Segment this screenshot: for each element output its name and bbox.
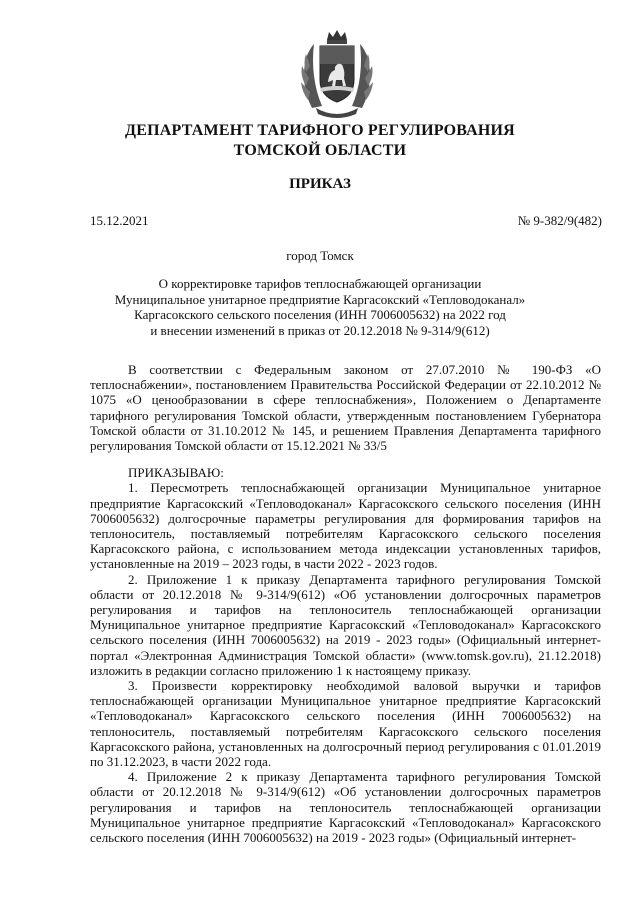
subject-line-3: Каргасокского сельского поселения (ИНН 7006005632) на 2022 год — [134, 307, 506, 322]
document-type-title: ПРИКАЗ — [289, 176, 351, 192]
order-word: ПРИКАЗЫВАЮ: — [128, 465, 224, 481]
preamble-paragraph: В соответствии с Федеральным законом от 27.07.2010 № 190-ФЗ «О теплоснабжении», постановлением Правительства Российской Федерации от 22.10.2012 № 1075 «О ценообразовании в сфере теплоснабжения», Положением о Департаменте тарифного регулирования Томской области, утвержденным постановлением Губернатора Томской области от 31.10.2012 № 145, и решением Правления Департамента тарифного регулирования Томской области от 15.12.2021 № 33/5 — [90, 362, 601, 454]
coat-of-arms-emblem — [298, 30, 376, 122]
subject-line-4: и внесении изменений в приказ от 20.12.2018 № 9-314/9(612) — [150, 322, 490, 338]
city-name: город Томск — [286, 248, 354, 263]
order-number: № 9-382/9(482) — [517, 213, 602, 228]
order-body — [90, 362, 601, 845]
subject-line-1: О корректировке тарифов теплоснабжающей организации — [158, 276, 482, 291]
order-item-1: 1. Пересмотреть теплоснабжающей организации Муниципальное унитарное предприятие Каргасокский «Тепловодоканал» Каргасокского сельского поселения (ИНН 7006005632) долгосрочные параметры регулирования для формирования тарифов на теплоноситель, поставляемый потребителям Каргасокского сельского поселения Каргасокского района, с использованием метода индексации установленных тарифов, установленные на 2019 – 2023 годы, в части 2022 - 2023 годов. — [90, 480, 601, 572]
order-subject — [0, 276, 640, 338]
order-item-4: 4. Приложение 2 к приказу Департамента тарифного регулирования Томской области от 20.12.2018 № 9-314/9(612) «Об установлении долгосрочных параметров регулирования и тарифов на теплоноситель теплоснабжающей организации Муниципальное унитарное предприятие Каргасокский «Тепловодоканал» Каргасокского сельского поселения (ИНН 7006005632) на 2019 - 2023 годы» (Официальный интернет- — [90, 769, 601, 846]
order-item-3: 3. Произвести корректировку необходимой валовой выручки и тарифов теплоснабжающей организации Муниципальное унитарное предприятие Каргасокский «Тепловодоканал» Каргасокского сельского поселения (ИНН 7006005632) на теплоноситель, поставляемый потребителям Каргасокского сельского поселения Каргасокского района, установленных на долгосрочный период регулирования с 01.01.2019 по 31.12.2023, в части 2022 года. — [90, 678, 601, 770]
order-item-2: 2. Приложение 1 к приказу Департамента тарифного регулирования Томской области от 20.12.2018 № 9-314/9(612) «Об установлении долгосрочных параметров регулирования и тарифов на теплоноситель теплоснабжающей организации Муниципальное унитарное предприятие Каргасокский «Тепловодоканал» Каргасокского сельского поселения (ИНН 7006005632) на 2019 - 2023 годы» (Официальный интернет-портал «Электронная Администрация Томской области» (www.tomsk.gov.ru), 21.12.2018) изложить в редакции согласно приложению 1 к настоящему приказу. — [90, 571, 601, 678]
department-name-line-1: ДЕПАРТАМЕНТ ТАРИФНОГО РЕГУЛИРОВАНИЯ — [125, 122, 515, 139]
department-name-line-2: ТОМСКОЙ ОБЛАСТИ — [233, 142, 407, 159]
order-date: 15.12.2021 — [90, 213, 149, 228]
subject-line-2: Муниципальное унитарное предприятие Каргасокский «Тепловодоканал» — [114, 291, 526, 307]
